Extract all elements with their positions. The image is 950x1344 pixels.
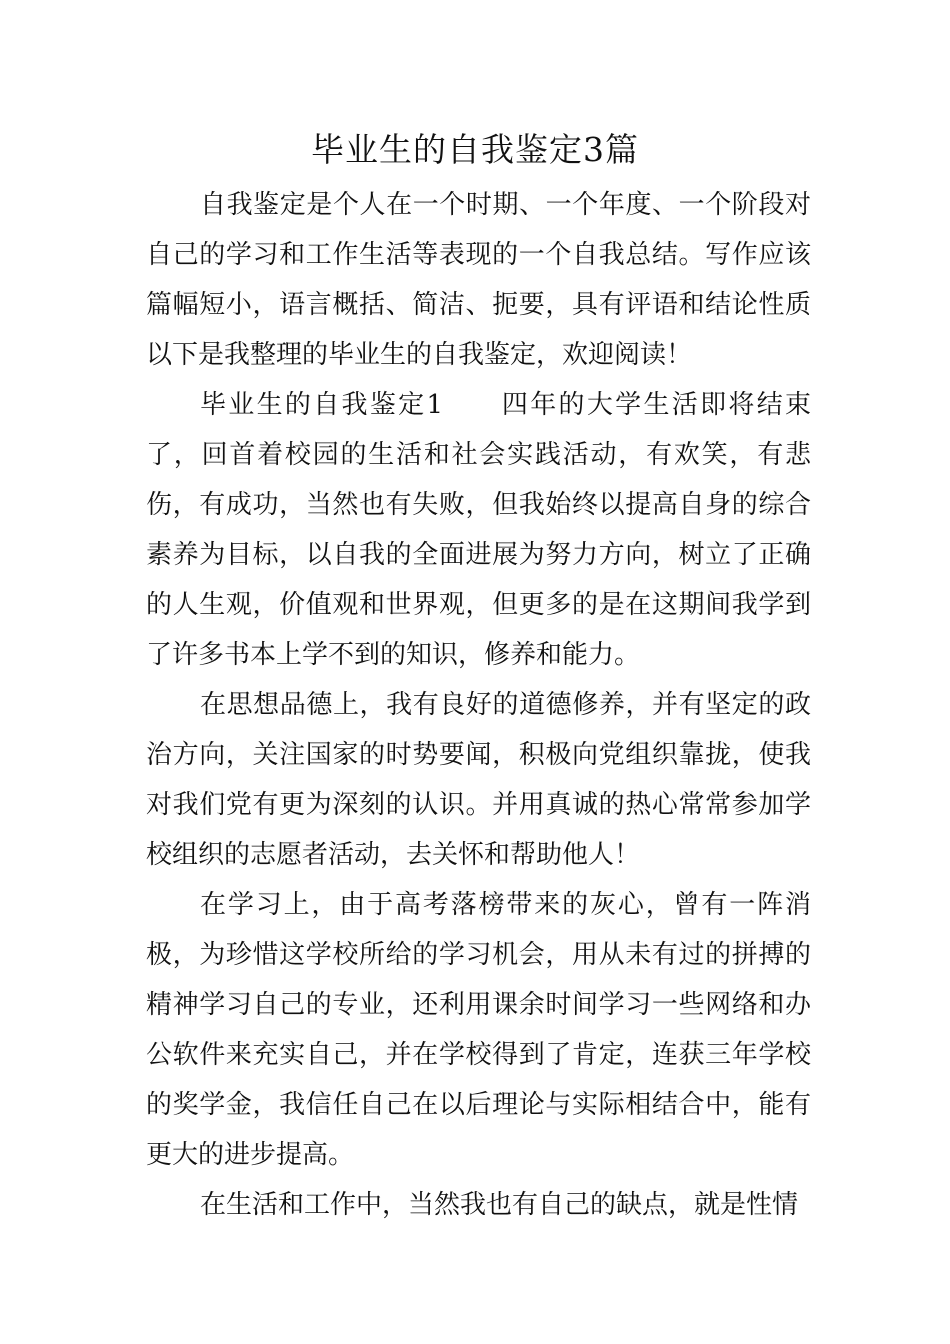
document-title: 毕业生的自我鉴定3篇 — [311, 130, 639, 169]
paragraph-life-work: 在生活和工作中，当然我也有自己的缺点，就是性情 — [200, 1190, 799, 1220]
document-body — [146, 180, 811, 1230]
paragraph-ideology: 在思想品德上，我有良好的道德修养，并有坚定的政治方向，关注国家的时势要闻，积极向党组织靠拢，使我对我们党有更为深刻的认识。并用真诚的热心常常参加学校组织的志愿者活动，去关怀和帮助他人！ — [146, 690, 811, 870]
paragraph-intro: 自我鉴定是个人在一个时期、一个年度、一个阶段对自己的学习和工作生活等表现的一个自我总结。写作应该篇幅短小，语言概括、简洁、扼要，具有评语和结论性质以下是我整理的毕业生的自我鉴定，欢迎阅读！ — [146, 190, 811, 370]
paragraph-study: 在学习上，由于高考落榜带来的灰心，曾有一阵消极，为珍惜这学校所给的学习机会，用从未有过的拼搏的精神学习自己的专业，还利用课余时间学习一些网络和办公软件来充实自己，并在学校得到了肯定，连获三年学校的奖学金，我信任自己在以后理论与实际相结合中，能有更大的进步提高。 — [146, 890, 811, 1170]
paragraph-section-1: 毕业生的自我鉴定1 四年的大学生活即将结束了，回首着校园的生活和社会实践活动，有欢笑，有悲伤，有成功，当然也有失败，但我始终以提高自身的综合素养为目标，以自我的全面进展为努力方向，树立了正确的人生观，价值观和世界观，但更多的是在这期间我学到了许多书本上学不到的知识，修养和能力。 — [146, 390, 811, 670]
